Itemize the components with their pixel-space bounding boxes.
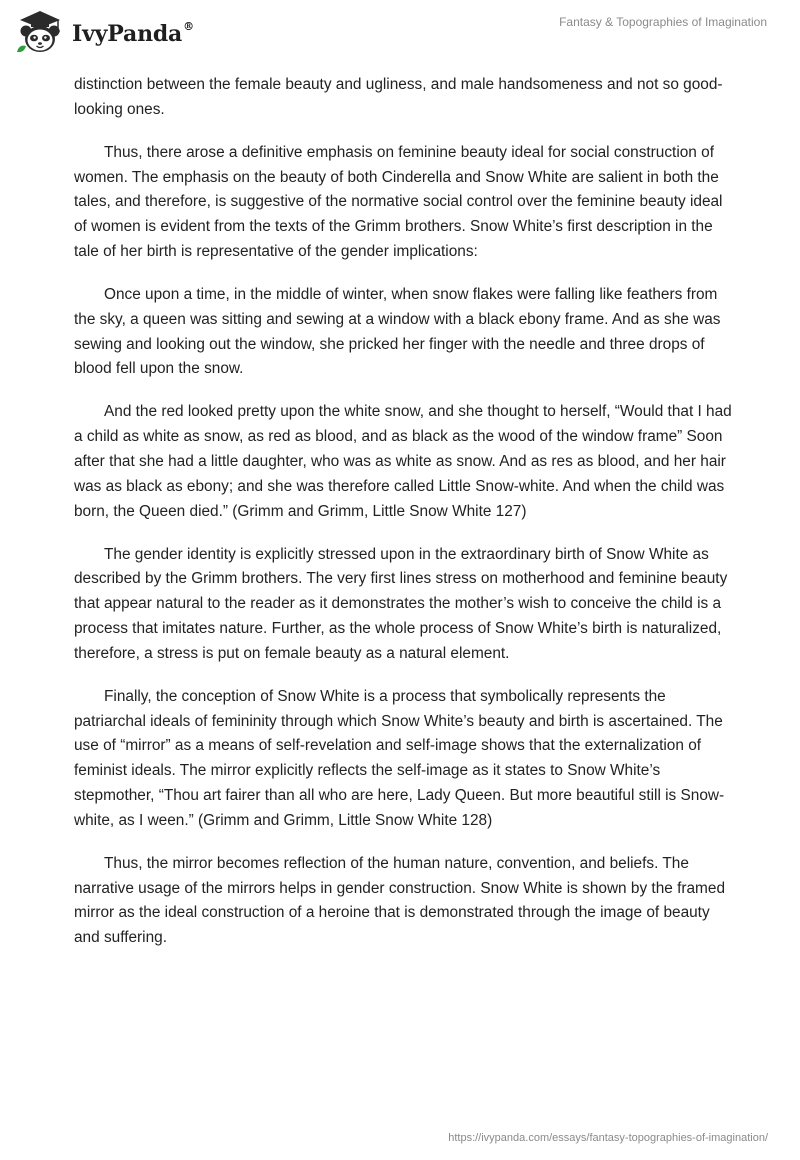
panda-graduation-cap-icon xyxy=(14,6,66,58)
paragraph-6: Finally, the conception of Snow White is a process that symbolically represents the patriarchal ideals of femininity through which Snow White’s beauty and birth is ascertained. The use of “mirror” as a means of self-revelation and self-image shows that the externalization of feminist ideals. The mirror explicitly reflects the self-image as it states to Snow White’s stepmother, “Thou art fairer than all who are here, Lady Queen. But more beautiful still is Snow-white, as I ween.” (Grimm and Grimm, Little Snow White 128) xyxy=(74,687,725,829)
paragraph-4: And the red looked pretty upon the white snow, and she thought to herself, “Would that I had a child as white as snow, as red as blood, and as black as the wood of the window frame” Soon after that she had a little daughter, who was as white as snow. And as res as blood, and her hair was as black as ebony; and she was therefore called Little Snow-white. And when the child was born, the Queen died.” (Grimm and Grimm, Little Snow White 127) xyxy=(74,403,732,520)
page-header xyxy=(0,0,800,62)
brand-name: IvyPanda® xyxy=(72,19,194,47)
paragraph-5: The gender identity is explicitly stressed upon in the extraordinary birth of Snow White as described by the Grimm brothers. The very first lines stress on motherhood and feminine beauty that appear natural to the reader as it demonstrates the mother’s wish to conceive the child is a process that imitates nature. Further, as the whole process of Snow White’s birth is naturalized, therefore, a stress is put on female beauty as a natural element. xyxy=(74,545,728,662)
paragraph-7: Thus, the mirror becomes reflection of the human nature, convention, and beliefs. The narrative usage of the mirrors helps in gender construction. Snow White is shown by the framed mirror as the ideal construction of a heroine that is demonstrated through the image of beauty and suffering. xyxy=(74,854,725,947)
document-title: Fantasy & Topographies of Imagination xyxy=(559,15,767,29)
paragraph-2: Thus, there arose a definitive emphasis on feminine beauty ideal for social construction of women. The emphasis on the beauty of both Cinderella and Snow White are salient in both the tales, and therefore, is suggestive of the normative social control over the feminine beauty ideal of women is evident from the texts of the Grimm brothers. Snow White’s first description in the tale of her birth is representative of the gender implications: xyxy=(74,143,723,261)
registered-mark: ® xyxy=(183,19,194,33)
source-url[interactable]: https://ivypanda.com/essays/fantasy-topographies-of-imagination/ xyxy=(448,1132,768,1144)
paragraph-1: distinction between the female beauty and ugliness, and male handsomeness and not so good-looking ones. xyxy=(74,76,723,118)
paragraph-3: Once upon a time, in the middle of winter, when snow flakes were falling like feathers from the sky, a queen was sitting and sewing at a window with a black ebony frame. And as she was sewing and looking out the window, she pricked her finger with the needle and three drops of blood fell upon the snow. xyxy=(74,285,721,378)
essay-body xyxy=(74,73,734,969)
ivypanda-logo[interactable] xyxy=(14,6,194,58)
